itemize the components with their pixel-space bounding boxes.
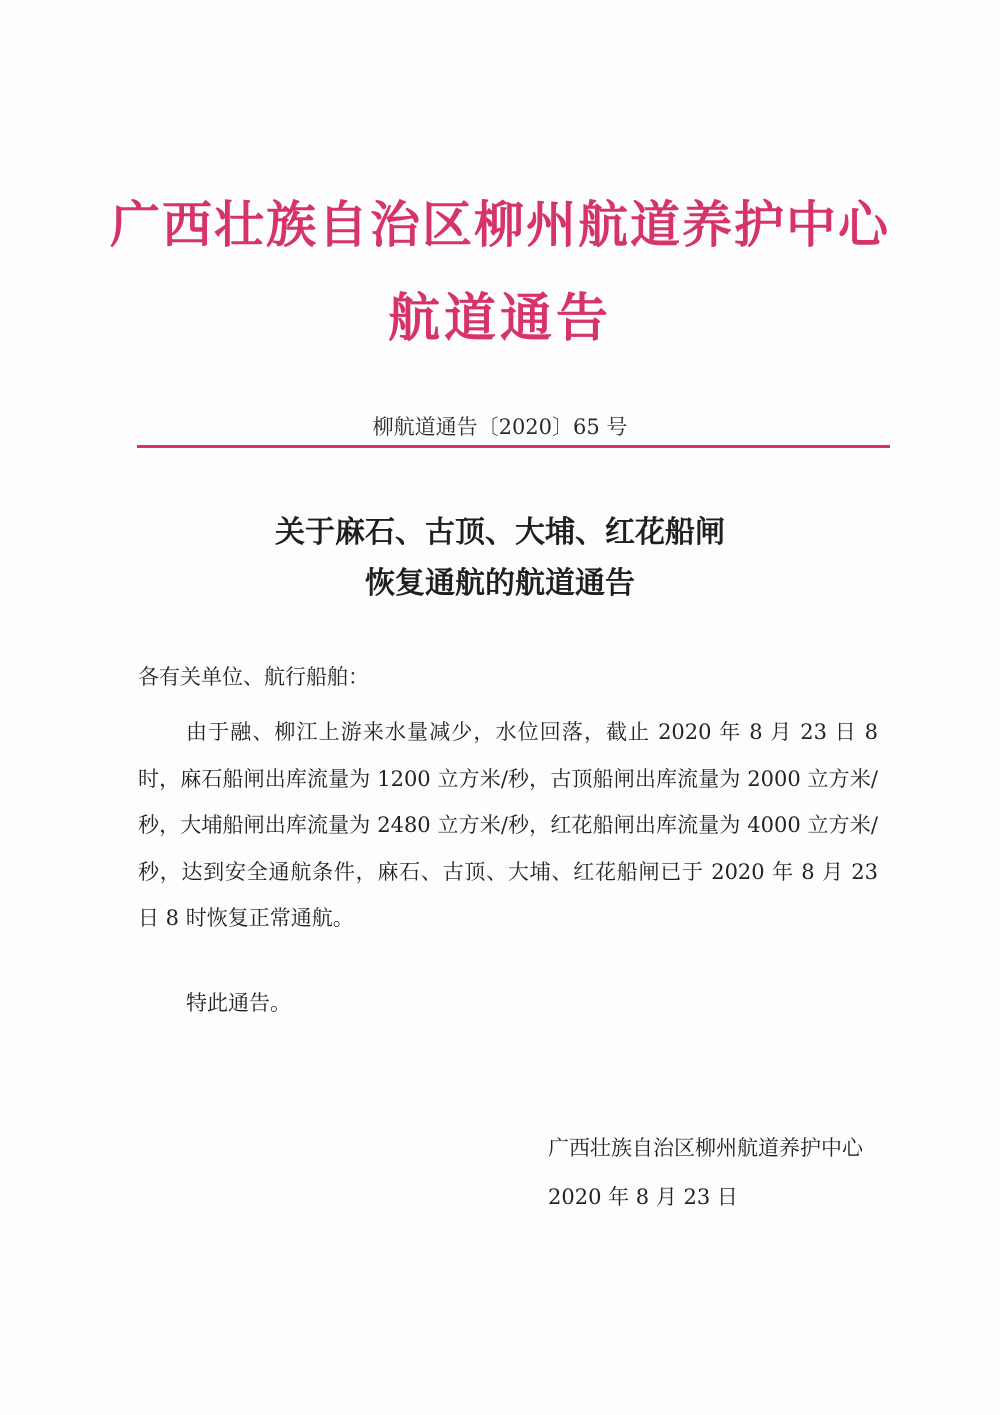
letterhead-organization: 广西壮族自治区柳州航道养护中心 xyxy=(110,195,890,254)
salutation: 各有关单位、航行船舶： xyxy=(138,665,369,689)
signature-date: 2020 年 8 月 23 日 xyxy=(548,1185,738,1209)
notice-title-line2: 恢复通航的航道通告 xyxy=(365,566,635,601)
notice-title-line1: 关于麻石、古顶、大埔、红花船闸 xyxy=(275,515,725,550)
signature-issuer: 广西壮族自治区柳州航道养护中心 xyxy=(548,1136,863,1160)
body-paragraph: 由于融、柳江上游来水量减少，水位回落，截止 2020 年 8 月 23 日 8 时，麻石船闸出库流量为 1200 立方米/秒，古顶船闸出库流量为 2000 立方米/秒，大埔船闸出库流量为 2480 立方米/秒，红花船闸出库流量为 4000 立方米/秒，达到安全通航条件，麻石、古顶、大埔、红花船闸已于 2020 年 8 月 23 日 8 时恢复正常通航。 xyxy=(138,720,878,930)
letterhead-doc-type: 航道通告 xyxy=(387,288,612,349)
document-number: 柳航道通告〔2020〕65 号 xyxy=(372,415,628,439)
letterhead-divider xyxy=(137,445,890,448)
closing-phrase: 特此通告。 xyxy=(186,991,291,1015)
